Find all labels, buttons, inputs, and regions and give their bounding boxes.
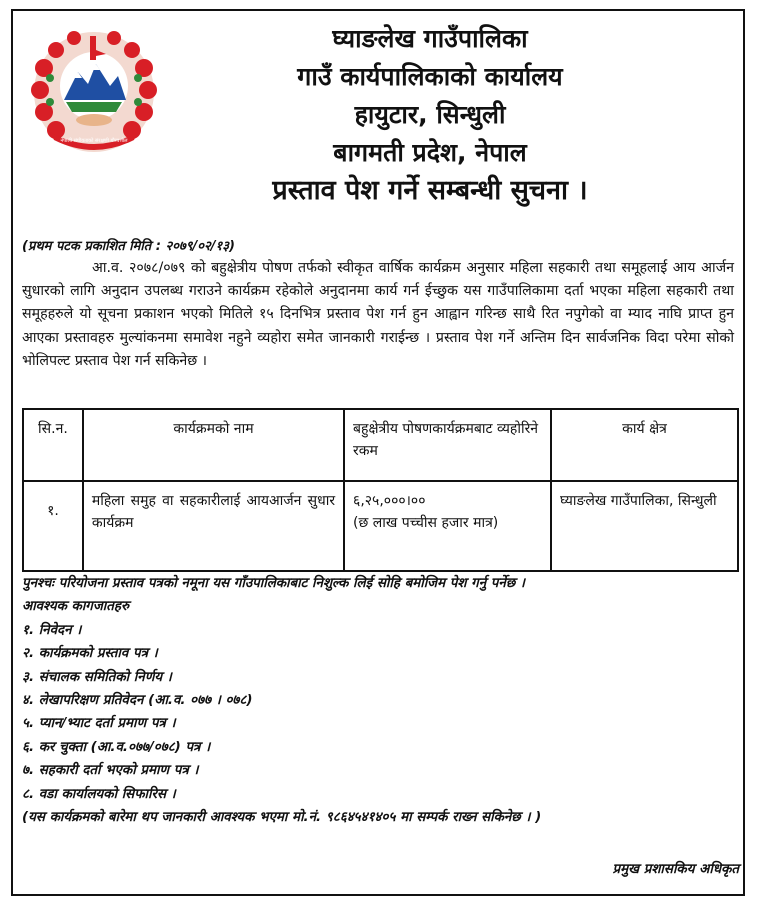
municipality-name: घ्याङलेख गाउँपालिका: [332, 24, 528, 53]
notice-body: [22, 257, 734, 373]
office-name: गाउँ कार्यपालिकाको कार्यालय: [297, 62, 563, 91]
nepal-emblem-icon: [30, 28, 158, 156]
notice-body-text: आ.व. २०७८/०७९ को बहुक्षेत्रीय पोषण तर्फको स्वीकृत वार्षिक कार्यक्रम अनुसार महिला सहकारी तथा समूहलाई आय आर्जन सुधारको लागि अनुदान उपलब्ध गराउने कार्यक्रम रहेकोले अनुदानमा कार्य गर्न ईच्छुक यस गाउँपालिकामा दर्ता भएका महिला सहकारी तथा समूहहरुले यो सूचना प्रकाशन भएको मितिले १५ दिनभित्र प्रस्ताव पेश गर्न हुन आह्वान गरिन्छ साथै रित नपुगेको वा म्याद नाघि प्राप्त हुन आएका प्रस्तावहरु मुल्यांकनमा समावेश नहुने व्यहोरा समेत जानकारी गराईन्छ । प्रस्ताव पेश गर्ने अन्तिम दिन सार्वजनिक विदा परेमा सोको भोलिपल्ट प्रस्ताव पेश गर्न सकिनेछ ।: [22, 260, 734, 369]
amount-figure: ६,२५,०००।००: [353, 493, 426, 509]
list-item: ३. संचालक समितिको निर्णय ।: [22, 669, 172, 685]
notes-section: [22, 572, 734, 829]
header-serial: सि.न.: [23, 409, 83, 481]
list-item: ७. सहकारी दर्ता भएको प्रमाण पत्र ।: [22, 763, 199, 779]
amount-words: (छ लाख पच्चीस हजार मात्र): [353, 515, 499, 531]
cell-amount: [344, 481, 551, 571]
notice-title: प्रस्ताव पेश गर्ने सम्बन्धी सुचना ।: [272, 175, 588, 206]
table-row: [23, 481, 738, 571]
contact-note: (यस कार्यक्रमको बारेमा थप जानकारी आवश्यक भएमा मो.नं. ९८६४५४१४०५ मा सम्पर्क राख्न सकिनेछ । ): [22, 810, 542, 826]
postscript: पुनश्चः परियोजना प्रस्ताव पत्रको नमूना यस गाँउपालिकाबाट निशुल्क लिई सोहि बमोजिम पेश गर्नु पर्नेछ ।: [22, 576, 525, 591]
publish-date: (प्रथम पटक प्रकाशित मिति : २०७९/०२/१३): [22, 239, 235, 254]
program-table: [22, 408, 739, 572]
list-item: ४. लेखापरिक्षण प्रतिवेदन (आ.व. ०७७ । ०७८): [22, 693, 253, 709]
list-item: ५. प्यान/भ्याट दर्ता प्रमाण पत्र ।: [22, 716, 176, 732]
cell-program-name: महिला समुह वा सहकारीलाई आयआर्जन सुधार कार्यक्रम: [83, 481, 344, 571]
header-work-area: कार्य क्षेत्र: [551, 409, 738, 481]
list-item: ८. वडा कार्यालयको सिफारिस ।: [22, 786, 176, 802]
header-program-name: कार्यक्रमको नाम: [83, 409, 344, 481]
emblem-ribbon-text: नेपाली संघीयताको संरक्षणी गौरवशील: [60, 138, 128, 144]
docs-heading: आवश्यक कागजातहरु: [22, 599, 129, 615]
letterhead: [170, 20, 690, 210]
list-item: १. निवेदन ।: [22, 622, 82, 638]
cell-work-area: घ्याङलेख गाउँपालिका, सिन्धुली: [551, 481, 738, 571]
office-address: हायुटार, सिन्धुली: [354, 100, 506, 129]
header-amount: बहुक्षेत्रीय पोषणकार्यक्रमबाट व्यहोरिने रकम: [344, 409, 551, 481]
list-item: ६. कर चुक्ता (आ.व.०७७/०७८) पत्र ।: [22, 739, 211, 755]
province-country: बागमती प्रदेश, नेपाल: [333, 138, 527, 167]
table-header-row: [23, 409, 738, 481]
cell-serial: १.: [23, 481, 83, 571]
list-item: २. कार्यक्रमको प्रस्ताव पत्र ।: [22, 646, 158, 662]
signature-title: प्रमुख प्रशासकिय अधिकृत: [612, 862, 739, 877]
